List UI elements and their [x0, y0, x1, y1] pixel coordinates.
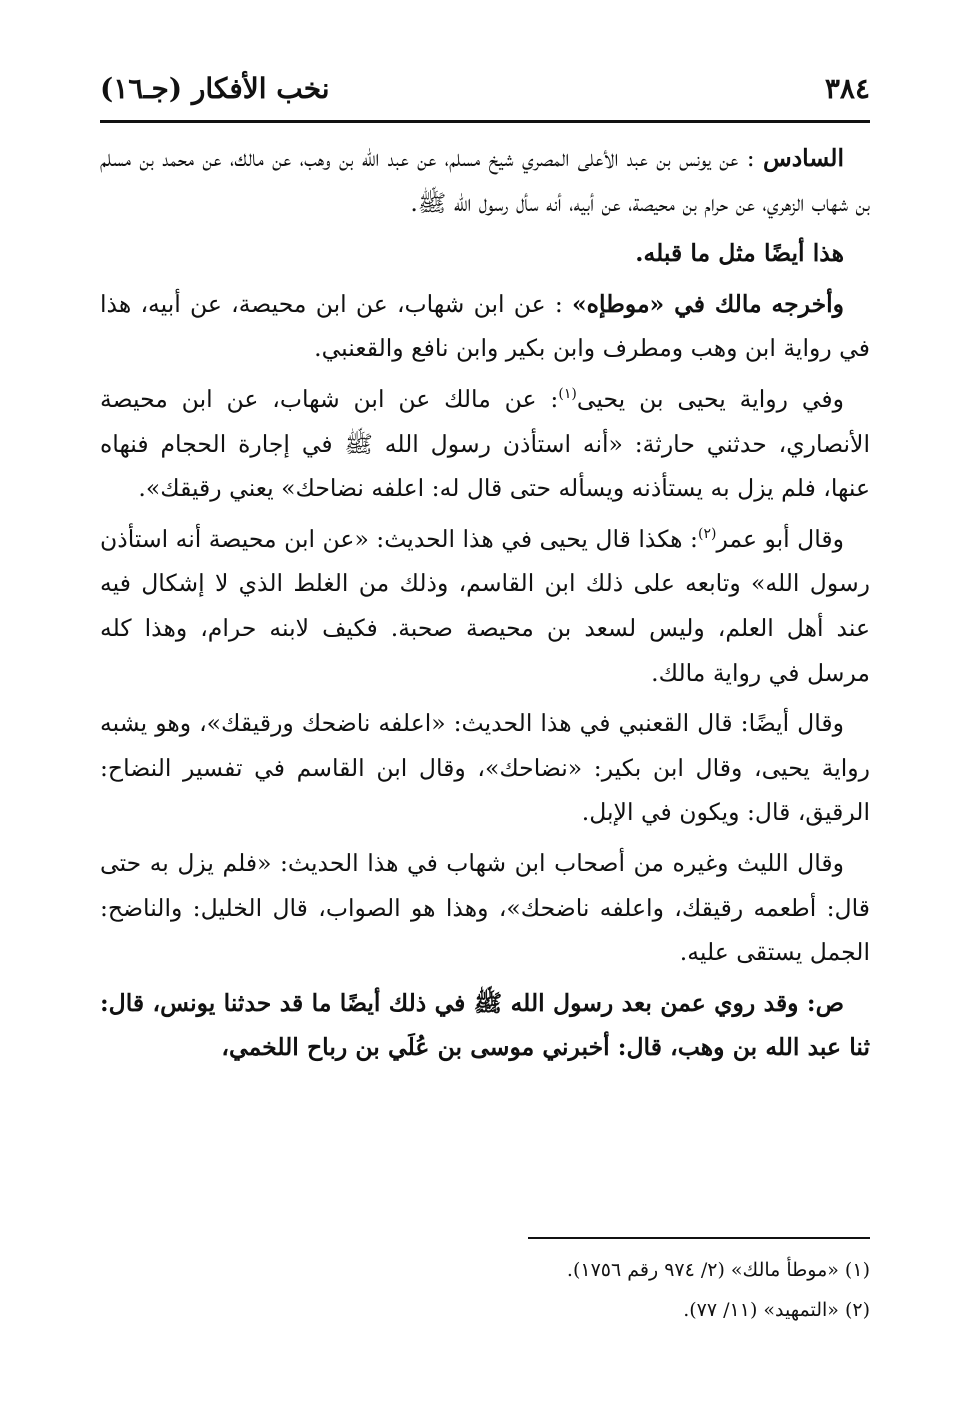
paragraph-3-label: وأخرجه مالك في «موطإه»	[571, 289, 844, 318]
paragraph-4-text: : عن مالك عن ابن شهاب، عن ابن محيصة الأنصاري، حدثني حارثة: «أنه استأذن رسول الله ﷺ في إجارة الحجام فنهاه عنها، فلم يزل به يستأذنه ويسأله حتى قال له: اعلفه نضاحك» يعني رقيقك».	[100, 384, 870, 503]
paragraph-5-text: : هكذا قال يحيى في هذا الحديث: «عن ابن محيصة أنه استأذن رسول الله» وتابعه على ذلك ابن القاسم، وذلك من الغلط الذي لا إشكال فيه عند أهل العلم، وليس لسعد بن محيصة صحبة. فكيف لابنه حرام، وهذا كله مرسل في رواية مالك.	[100, 524, 870, 687]
main-text	[100, 136, 870, 1076]
book-title: نخب الأفكار (جـ١٦)	[100, 71, 330, 105]
paragraph-3	[100, 282, 870, 371]
footnote-1: (١) «موطأ مالك» (٢/ ٩٧٤ رقم ١٧٥٦).	[566, 1259, 870, 1281]
paragraph-5-lead: وقال أبو عمر	[716, 524, 845, 553]
footnote-ref-2: (٢)	[697, 525, 717, 542]
paragraph-4	[100, 377, 870, 511]
footnote-2: (٢) «التمهيد» (١١/ ٧٧).	[683, 1299, 870, 1321]
paragraph-2: هذا أيضًا مثل ما قبله.	[635, 239, 844, 268]
header-rule	[100, 120, 870, 123]
paragraph-8: ص: وقد روي عمن بعد رسول الله ﷺ في ذلك أيضًا ما قد حدثنا يونس، قال: ثنا عبد الله بن وهب، قال: أخبرني موسى بن عُلَي بن رباح اللخمي،	[100, 988, 870, 1062]
footnote-ref-1: (١)	[558, 386, 577, 403]
paragraph-1	[100, 136, 870, 225]
paragraph-4-lead: وفي رواية يحيى بن يحيى	[576, 384, 844, 413]
page-number: ٣٨٤	[824, 71, 870, 105]
paragraph-5	[100, 517, 870, 695]
paragraph-1-label: السادس	[763, 144, 844, 172]
paragraph-3-text: : عن ابن شهاب، عن ابن محيصة، عن أبيه، هذا في رواية ابن وهب ومطرف وابن بكير وابن نافع والقعنبي.	[100, 289, 870, 363]
paragraph-7: وقال الليث وغيره من أصحاب ابن شهاب في هذا الحديث: «فلم يزل به حتى قال: أطعمه رقيقك، واعلفه ناضحك»، وهذا هو الصواب، قال الخليل: والناضح: الجمل يستقى عليه.	[100, 848, 870, 967]
paragraph-1-text: : عن يونس بن عبد الأعلى المصري شيخ مسلم، عن عبد الله بن وهب، عن مالك، عن محمد بن مسلم بن شهاب الزهري، عن حرام بن محيصة، عن أبيه، أنه سأل رسول الله ﷺ.	[100, 144, 870, 217]
page-header	[100, 68, 870, 108]
paragraph-6: وقال أيضًا: قال القعنبي في هذا الحديث: «اعلفه ناضحك ورقيقك»، وهو يشبه رواية يحيى، وقال ابن بكير: «نضاحك»، وقال ابن القاسم في تفسير النضاح: الرقيق، قال: ويكون في الإبل.	[100, 709, 870, 827]
footnotes	[100, 1250, 870, 1330]
footnote-rule	[528, 1237, 870, 1239]
